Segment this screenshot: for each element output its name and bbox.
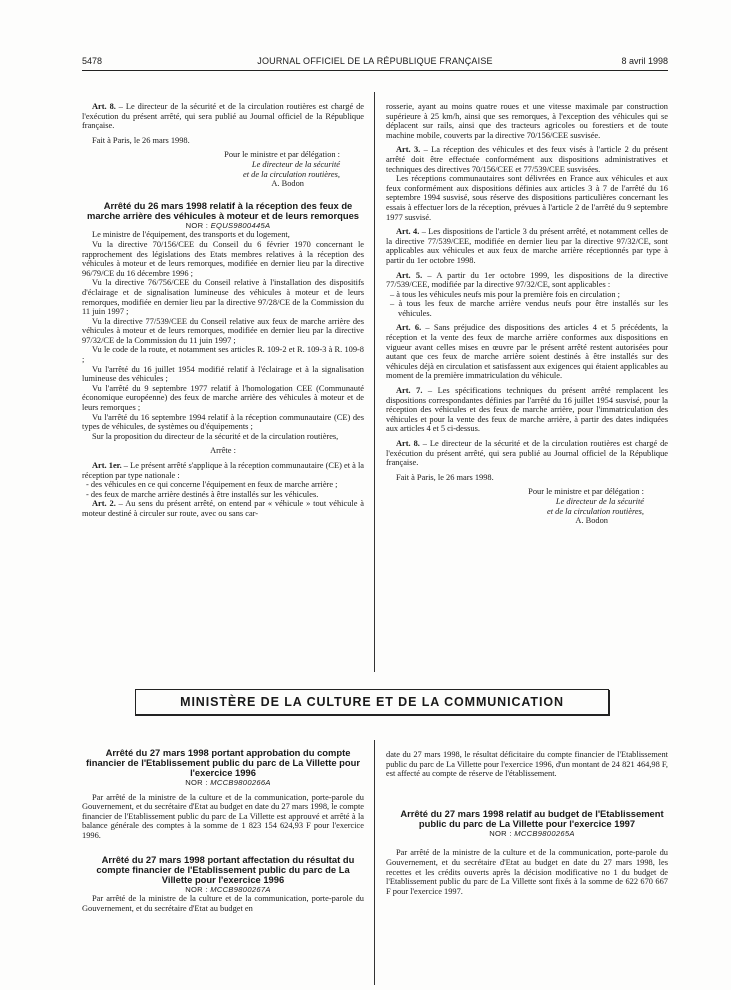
nor-reference bbox=[386, 829, 668, 839]
preamble-paragraph: Vu la directive 70/156/CEE du Conseil du 6 février 1970 concernant le rapprochement des législations des Etats membres relatives à la réception des véhicules à moteur et de leurs remorques, modifiée en dernier lieu par la directive 96/79/CE du 16 décembre 1996 ; bbox=[82, 239, 364, 278]
article-label: Art. 8. bbox=[92, 102, 116, 111]
nor-label: NOR : bbox=[489, 828, 515, 838]
article-text: – Les spécifications techniques du présent arrêté remplacent les dispositions correspondantes définies par l'arrêté du 16 juillet 1954 susvisé, pour la réception des véhicules et des feux de marche arrière, pour l'immatriculation des véhicules et pour la vente des feux de marche arrière, à partir des dates indiquées aux articles 4 et 5 ci-dessus. bbox=[386, 386, 668, 434]
top-left-column bbox=[82, 102, 364, 519]
column-divider-top bbox=[374, 92, 375, 672]
article-text: – La réception des véhicules et des feux visés à l'article 2 du présent arrêté doit être effectuée conformément aux dispositions administratives et techniques des directives 70/156/CEE et 77/539/CEE susvisées. bbox=[386, 145, 668, 174]
signature-name: A. Bodon bbox=[271, 179, 304, 189]
nor-label: NOR : bbox=[185, 884, 211, 894]
column-divider-bottom bbox=[374, 740, 375, 985]
nor-label: NOR : bbox=[185, 220, 211, 230]
signature-title: et de la circulation routières, bbox=[243, 169, 340, 179]
article-text: – Le directeur de la sécurité et de la circulation routières est chargé de l'exécution du présent arrêté, qui sera publié au Journal officiel de la République française. bbox=[82, 102, 364, 131]
signature-name: A. Bodon bbox=[575, 516, 608, 526]
arrete-title: Arrêté du 27 mars 1998 portant affectation du résultat du compte financier de l'Etablissement public du parc de La Villette pour l'exercice 1996 bbox=[96, 853, 355, 885]
list-item: – à tous les feux de marche arrière vendus neufs pour être installés sur les véhicules. bbox=[390, 299, 668, 318]
signature-line: Pour le ministre et par délégation : bbox=[224, 150, 340, 160]
arrete-title: Arrêté du 27 mars 1998 relatif au budget de l'Etablissement public du parc de La Villette pour l'exercice 1997 bbox=[400, 807, 664, 829]
top-right-column bbox=[386, 102, 668, 526]
article-text: – Le directeur de la sécurité et de la circulation routières est chargé de l'exécution du présent arrêté, qui sera publié au Journal officiel de la République française. bbox=[386, 439, 668, 468]
article-text: – Les dispositions de l'article 3 du présent arrêté, et notamment celles de la directive 77/539/CEE, modifiée en dernier lieu par la directive 97/32/CE, sont applicables aux véhicules et aux feux de marche arrière réceptionnés par type à partir du 1er octobre 1998. bbox=[386, 227, 668, 265]
preamble-paragraph: Vu la directive 76/756/CEE du Conseil relative à l'installation des dispositifs d'éclairage et de signalisation lumineuse des véhicules à moteur et de leurs remorques, modifiée en dernier lieu par la directive 97/28/CE de la Commission du 11 juin 1997 ; bbox=[82, 278, 364, 317]
article-text: – Sans préjudice des dispositions des articles 4 et 5 précédents, la réception et la vente des feux de marche arrière conformes aux dispositions en vigueur avant celles mises en œuvre par le présent arrêté restent autorisées pour autant que ces feux de marche arrière soient destinés à être installés sur des véhicules déjà en circulation et satisfassent aux exigences qui étaient applicables au moment de la première immatriculation du véhicule. bbox=[386, 323, 669, 381]
nor-code: MCCB9800265A bbox=[514, 828, 575, 838]
preamble-paragraph: Vu la directive 77/539/CEE du Conseil relative aux feux de marche arrière des véhicules à moteur et de leurs remorques, modifiée en dernier lieu par la directive 97/32/CE de la Commission du 11 juin 1997 ; bbox=[82, 316, 364, 345]
arrete-paragraph: Par arrêté de la ministre de la culture et de la communication, porte-parole du Gouvernement, et du secrétaire d'Etat au budget en date du 27 mars 1998, les recettes et les crédits ouverts après la décision modificative no 1 du budget de l'Etablissement public du parc de La Villette sont fixés à la somme de 622 670 667 F pour l'exercice 1997. bbox=[386, 848, 668, 896]
article-2-paragraph bbox=[82, 499, 364, 518]
continuation-paragraph: date du 27 mars 1998, le résultat déficitaire du compte financier de l'Etablissement public du parc de La Villette pour l'exercice 1996, d'un montant de 24 821 464,98 F, est affecté au compte de réserve de l'établissement. bbox=[386, 750, 668, 779]
article-text: – A partir du 1er octobre 1999, les dispositions de la directive 77/539/CEE, modifiée par la directive 97/32/CE, sont applicables : bbox=[386, 270, 668, 290]
article-3-paragraph bbox=[386, 145, 668, 174]
nor-code: MCCB9800267A bbox=[210, 884, 271, 894]
signature-line: Pour le ministre et par délégation : bbox=[528, 487, 644, 497]
article-8-paragraph bbox=[82, 102, 364, 131]
article-6-paragraph bbox=[386, 323, 668, 381]
nor-code: EQUS9800445A bbox=[210, 220, 271, 230]
article-label: Art. 7. bbox=[396, 386, 423, 396]
preamble-paragraph: Vu l'arrêté du 16 juillet 1954 modifié relatif à l'éclairage et à la signalisation lumineuse des véhicules ; bbox=[82, 364, 364, 384]
banner-shadow bbox=[135, 714, 609, 716]
arrete-word: Arrête : bbox=[210, 446, 236, 456]
done-at: Fait à Paris, le 26 mars 1998. bbox=[396, 472, 494, 482]
article-label: Art. 3. bbox=[396, 145, 421, 155]
journal-title: JOURNAL OFFICIEL DE LA RÉPUBLIQUE FRANÇAISE bbox=[257, 56, 493, 66]
article-label: Art. 2. bbox=[92, 499, 116, 509]
arrete-title: Arrêté du 26 mars 1998 relatif à la réception des feux de marche arrière des véhicules à moteur et de leurs remorques bbox=[87, 199, 359, 221]
preamble-paragraph: Vu le code de la route, et notamment ses articles R. 109-2 et R. 109-3 à R. 109-8 ; bbox=[82, 345, 364, 365]
ministry-banner: MINISTÈRE DE LA CULTURE ET DE LA COMMUNICATION bbox=[135, 689, 609, 715]
article-3-paragraph-2: Les réceptions communautaires sont délivrées en France aux véhicules et aux feux conformément aux dispositions définies aux articles 3 à 7 de l'arrêté du 16 septembre 1994 susvisé, sous réserve des dispositions particulières concernant les essais à effectuer lors de la réception, prévues à l'article 2 de l'arrêté du 9 septembre 1977 susvisé. bbox=[386, 174, 668, 222]
preamble-paragraph: Vu l'arrêté du 16 septembre 1994 relatif à la réception communautaire (CE) des types de véhicules, de systèmes ou d'équipements ; bbox=[82, 412, 364, 432]
list-item: - des feux de marche arrière destinés à être installés sur les véhicules. bbox=[86, 489, 319, 499]
article-4-paragraph bbox=[386, 227, 668, 265]
page-number: 5478 bbox=[82, 56, 103, 66]
list-item: - des véhicules en ce qui concerne l'équipement en feux de marche arrière ; bbox=[86, 480, 338, 490]
nor-code: MCCB9800266A bbox=[210, 778, 271, 787]
nor-reference bbox=[82, 885, 364, 895]
bottom-right-column bbox=[386, 750, 668, 896]
article-label: Art. 6. bbox=[396, 323, 422, 333]
nor-reference bbox=[82, 221, 364, 231]
article-7-paragraph bbox=[386, 386, 668, 434]
article-label: Art. 8. bbox=[396, 439, 420, 448]
banner-shadow bbox=[608, 690, 610, 716]
arrete-paragraph: Par arrêté de la ministre de la culture et de la communication, porte-parole du Gouvernement, et du secrétaire d'Etat au budget en bbox=[82, 894, 364, 913]
article-label: Art. 4. bbox=[396, 227, 420, 237]
preamble-paragraph: Le ministre de l'équipement, des transports et du logement, bbox=[92, 230, 290, 240]
article-text: – Le présent arrêté s'applique à la réception communautaire (CE) et à la réception par type nationale : bbox=[82, 461, 364, 480]
page-header bbox=[82, 56, 668, 70]
signature-title: Le directeur de la sécurité bbox=[555, 496, 644, 506]
article-8-paragraph bbox=[386, 439, 668, 468]
done-at: Fait à Paris, le 26 mars 1998. bbox=[92, 135, 190, 145]
article-1-paragraph bbox=[82, 461, 364, 480]
preamble-paragraph: Vu l'arrêté du 9 septembre 1977 relatif à l'homologation CEE (Communauté économique européenne) des feux de marche arrière des véhicules à moteur et de leurs remorques ; bbox=[82, 383, 364, 413]
signature-title: Le directeur de la sécurité bbox=[251, 159, 340, 169]
nor-reference bbox=[82, 778, 364, 788]
list-item: – à tous les véhicules neufs mis pour la première fois en circulation ; bbox=[390, 289, 621, 299]
article-label: Art. 5. bbox=[396, 270, 423, 280]
article-5-paragraph bbox=[386, 271, 668, 290]
nor-label: NOR : bbox=[185, 778, 211, 787]
arrete-paragraph: Par arrêté de la ministre de la culture et de la communication, porte-parole du Gouvernement, et du secrétaire d'Etat au budget en date du 27 mars 1998, le compte financier de l'Etablissement public du parc de La Villette est approuvé et arrêté à la balance générale des comptes à la somme de 1 823 154 624,93 F pour l'exercice 1996. bbox=[82, 792, 364, 840]
continuation-paragraph: rosserie, ayant au moins quatre roues et une vitesse maximale par construction supérieure à 25 km/h, ainsi que ses remorques, à l'exception des véhicules qui se déplacent sur rails, ainsi que des tracteurs agricoles ou forestiers et de toute machine mobile, couverts par la directive 70/156/CEE susvisée. bbox=[386, 102, 668, 140]
signature-title: et de la circulation routières, bbox=[547, 506, 644, 516]
article-label: Art. 1er. bbox=[92, 461, 122, 470]
article-text: – Au sens du présent arrêté, on entend par « véhicule » tout véhicule à moteur destiné à circuler sur route, avec ou sans car- bbox=[82, 499, 365, 518]
arrete-title: Arrêté du 27 mars 1998 portant approbation du compte financier de l'Etablissement public du parc de La Villette pour l'exercice 1996 bbox=[86, 747, 360, 778]
issue-date: 8 avril 1998 bbox=[621, 56, 668, 66]
bottom-left-column bbox=[82, 748, 364, 913]
header-rule bbox=[82, 70, 668, 71]
preamble-paragraph: Sur la proposition du directeur de la sécurité et de la circulation routières, bbox=[92, 431, 339, 441]
